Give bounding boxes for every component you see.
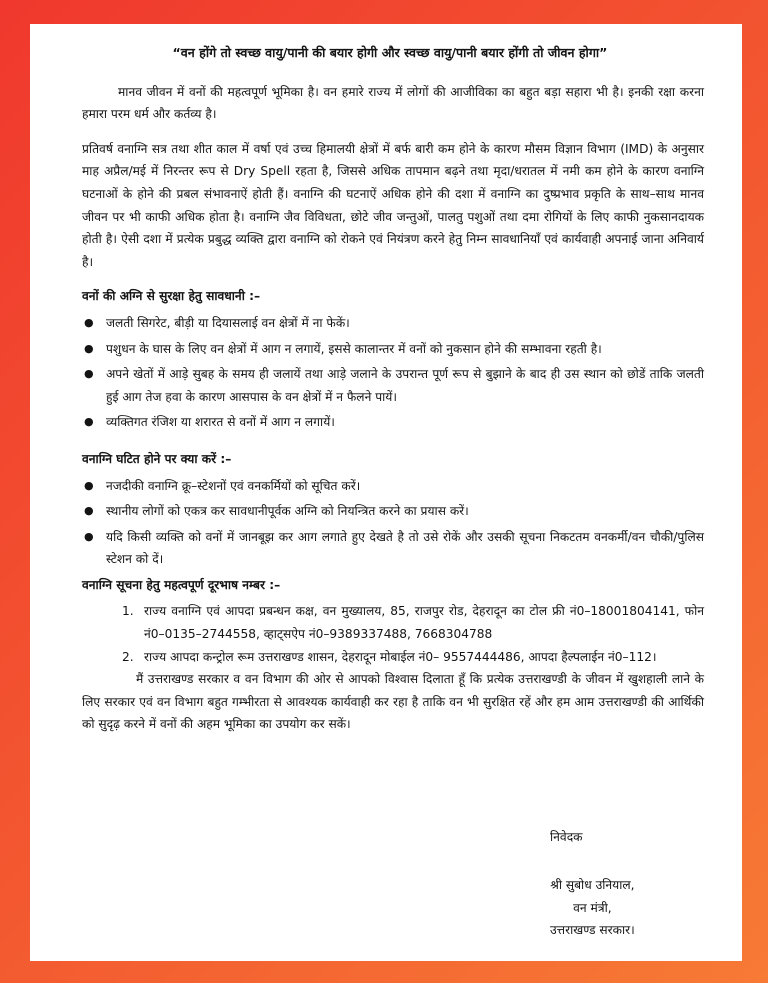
list-item	[84, 411, 704, 434]
bullet-icon: ●	[84, 529, 94, 543]
list-item	[84, 526, 704, 571]
bullet-icon: ●	[84, 341, 94, 355]
closing-paragraph: मैं उत्तराखण्ड सरकार व वन विभाग की ओर से आपको विश्वास दिलाता हूँ कि प्रत्येक उत्तराखण्डी के जीवन में खुशहाली लाने के लिए सरकार एवं वन विभाग बहुत गम्भीरता से आवश्यक कार्यवाही कर रहा है ताकि वन भी सुरक्षित रहें और हम आम उत्तराखण्डी की आर्थिकी को सुदृढ़ करने में वनों की अहम भूमिका का उपयोग कर सकें।	[82, 672, 704, 732]
phones-heading: वनाग्नि सूचना हेतु महत्वपूर्ण दूरभाष नम्बर :–	[82, 577, 281, 592]
bullet-icon: ●	[84, 367, 94, 381]
list-item	[84, 363, 704, 408]
slogan-heading: “वन होंगे तो स्वच्छ वायु/पानी की बयार होगी और स्वच्छ वायु/पानी बयार होंगी तो जीवन होगा”	[172, 45, 608, 60]
list-item-text: यदि किसी व्यक्ति को वनों में जानबूझ कर आग लगाते हुए देखते है तो उसे रोकें और उसकी सूचना निकटतम वनकर्मी/वन चौकी/पुलिस स्टेशन को दें।	[106, 529, 704, 567]
list-item-text: स्थानीय लोगों को एकत्र कर सावधानीपूर्वक अग्नि को नियन्त्रित करने का प्रयास करें।	[106, 504, 469, 519]
fire-paragraph: प्रतिवर्ष वनाग्नि सत्र तथा शीत काल में वर्षा एवं उच्च हिमालयी क्षेत्रों में बर्फ बारी कम होने के कारण मौसम विज्ञान विभाग (IMD) के अनुसार माह अप्रैल/मई में निरन्तर रूप से Dry Spell रहता है, जिससे अधिक तापमान बढ़ने तथा मृदा/धरातल में नमी कम होने के कारण वनाग्नि घटनाओं के होने की प्रबल संभावनाऐं होती हैं। वनाग्नि की घटनाऐं अधिक होने की दशा में वनाग्नि का दुष्प्रभाव प्रकृति के साथ–साथ मानव जीवन पर भी काफी अधिक होता है। वनाग्नि जैव विविधता, छोटे जीव जन्तुओं, पालतु पशुओं तथा दमा रोगियों के लिए काफी नुकसानदायक होती है। ऐसी दशा में प्रत्येक प्रबुद्ध व्यक्ति द्वारा वनाग्नि को रोकने एवं नियंत्रण करने हेतु निम्न सावधानियाँ एवं कार्यवाही अपनाई जाना अनिवार्य है।	[82, 141, 704, 269]
signature-label: निवेदक	[550, 830, 583, 844]
list-item	[84, 338, 704, 361]
list-item-text: पशुधन के घास के लिए वन क्षेत्रों में आग न लगायें, इससे कालान्तर में वनों को नुकसान होने की सम्भावना रहती है।	[106, 341, 602, 356]
precautions-heading: वनों की अग्नि से सुरक्षा हेतु सावधानी :–	[82, 289, 261, 304]
signatory-government: उत्तराखण्ड सरकार।	[550, 923, 635, 938]
list-number: 2.	[122, 649, 134, 664]
intro-paragraph: मानव जीवन में वनों की महत्वपूर्ण भूमिका है। वन हमारे राज्य में लोगों की आजीविका का बहुत बड़ा सहारा भी है। इनकी रक्षा करना हमारा परम धर्म और कर्तव्य है।	[82, 84, 704, 122]
list-item-text: राज्य आपदा कन्ट्रोल रूम उत्तराखण्ड शासन, देहरादून मोबाईल नं0– 9557444486, आपदा हैल्पलाईन नं0–112।	[144, 649, 657, 664]
bullet-icon: ●	[84, 415, 94, 429]
list-item-text: अपने खेतों में आड़े सुबह के समय ही जलायें तथा आड़े जलाने के उपरान्त पूर्ण रूप से बुझाने के बाद ही उस स्थान को छोडें ताकि जलती हुई आग तेज हवा के कारण आसपास के वन क्षेत्रों में न फैलने पायें।	[106, 367, 704, 404]
signatory-title: वन मंत्री,	[573, 900, 612, 915]
bullet-icon: ●	[84, 504, 94, 518]
signatory-name: श्री सुबोध उनियाल,	[550, 878, 635, 892]
notice-page	[30, 24, 742, 961]
precautions-list	[82, 312, 704, 434]
list-item	[84, 475, 704, 498]
actions-list	[82, 475, 704, 571]
list-item	[84, 500, 704, 523]
list-item-text: नजदीकी वनाग्नि क्रू–स्टेशनों एवं वनकर्मियों को सूचित करें।	[106, 478, 361, 493]
list-item	[122, 646, 704, 669]
list-item	[122, 600, 704, 645]
list-number: 1.	[122, 604, 134, 619]
bullet-icon: ●	[84, 315, 94, 329]
phones-list	[82, 600, 704, 668]
list-item-text: राज्य वनाग्नि एवं आपदा प्रबन्धन कक्ष, वन मुख्यालय, 85, राजपुर रोड, देहरादून का टोल फ्री नं0–18001804141, फोन नं0–0135–2744558, व्हाट्सऐप नं0–9389337488, 7668304788	[144, 604, 704, 642]
signature-block	[550, 874, 635, 942]
list-item	[84, 312, 704, 335]
list-item-text: व्यक्तिगत रंजिश या शरारत से वनों में आग न लगायें।	[106, 415, 335, 430]
actions-heading: वनाग्नि घटित होने पर क्या करें :–	[82, 451, 232, 466]
bullet-icon: ●	[84, 478, 94, 492]
list-item-text: जलती सिगरेट, बीड़ी या दियासलाई वन क्षेत्रों में ना फेकें।	[106, 315, 350, 330]
